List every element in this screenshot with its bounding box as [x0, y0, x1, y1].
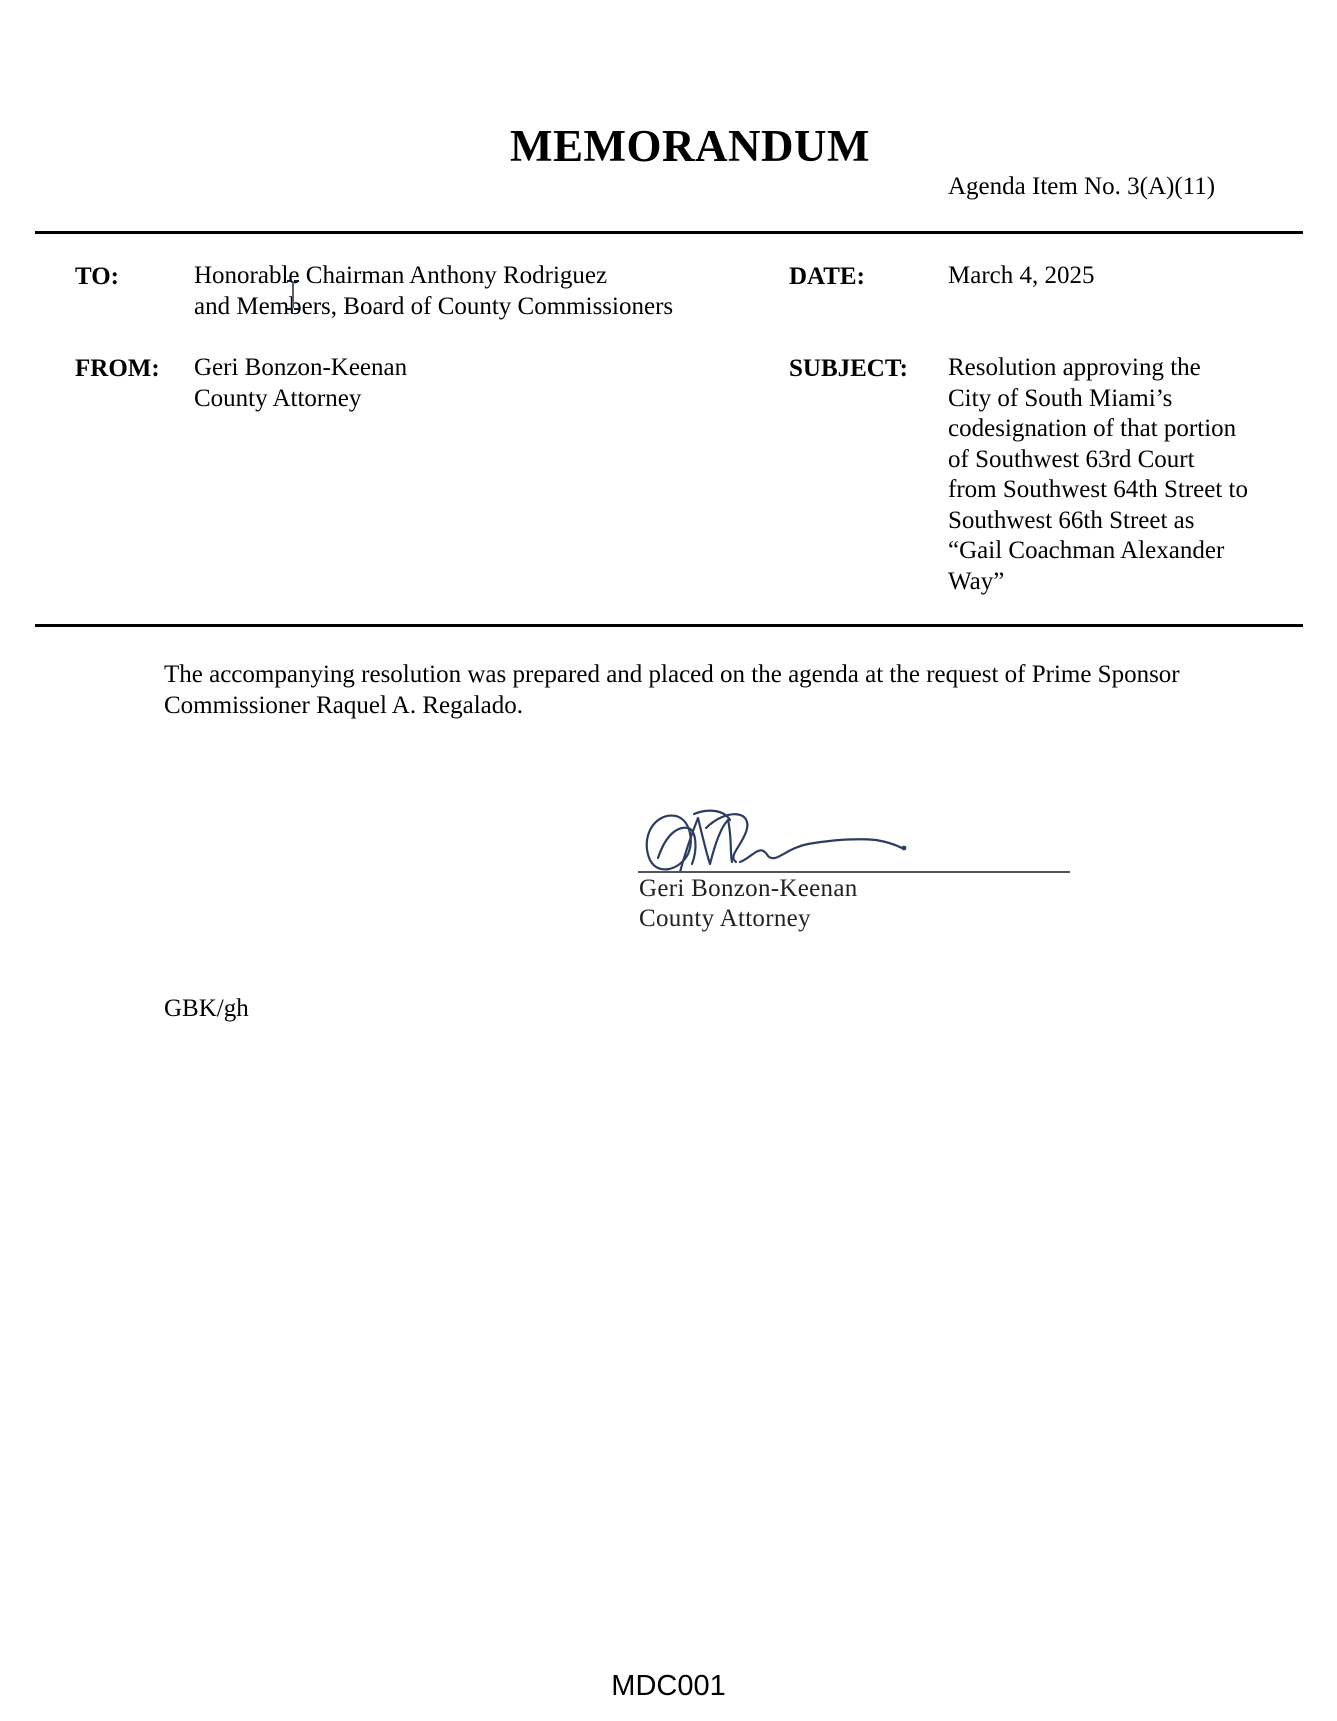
from-line-1: Geri Bonzon-Keenan: [194, 354, 408, 381]
date-value: March 4, 2025: [948, 262, 1095, 289]
subject-line-2: City of South Miami’s: [948, 384, 1173, 412]
subject-line-3: codesignation of that portion: [948, 415, 1237, 442]
body-line-2: Commissioner Raquel A. Regalado.: [164, 691, 523, 719]
to-line-2: and Members, Board of County Commissioners: [194, 292, 674, 320]
to-recipient: [194, 261, 673, 322]
agenda-item-number: Agenda Item No. 3(A)(11): [948, 173, 1216, 200]
to-line-1: Honorable Chairman Anthony Rodriguez: [194, 262, 608, 289]
reference-initials: GBK/gh: [164, 995, 249, 1022]
subject-line-8: Way”: [948, 567, 1005, 595]
subject-value: [948, 353, 1248, 597]
subject-line-5: from Southwest 64th Street to: [948, 476, 1248, 503]
signature-block: [639, 874, 858, 933]
signature-line: [638, 871, 1070, 873]
from-sender: [194, 353, 407, 414]
from-label: FROM:: [75, 355, 160, 382]
signatory-name: Geri Bonzon-Keenan: [639, 875, 858, 902]
subject-line-4: of Southwest 63rd Court: [948, 445, 1195, 473]
signatory-title: County Attorney: [639, 904, 811, 932]
subject-label: SUBJECT:: [789, 355, 909, 382]
date-label: DATE:: [789, 263, 865, 290]
subject-line-1: Resolution approving the: [948, 354, 1201, 381]
page-footer-id: MDC001: [611, 1670, 726, 1702]
memo-title: MEMORANDUM: [510, 121, 870, 171]
bottom-divider: [35, 624, 1303, 627]
subject-line-7: “Gail Coachman Alexander: [948, 537, 1225, 564]
top-divider: [35, 231, 1303, 234]
subject-line-6: Southwest 66th Street as: [948, 506, 1195, 534]
from-line-2: County Attorney: [194, 384, 362, 412]
body-line-1: The accompanying resolution was prepared and placed on the agenda at the request of Prime Sponsor: [164, 661, 1180, 688]
to-label: TO:: [75, 263, 119, 290]
handwritten-signature: [636, 798, 1076, 878]
text-cursor-icon: [284, 279, 302, 311]
memo-body: [164, 660, 1284, 721]
